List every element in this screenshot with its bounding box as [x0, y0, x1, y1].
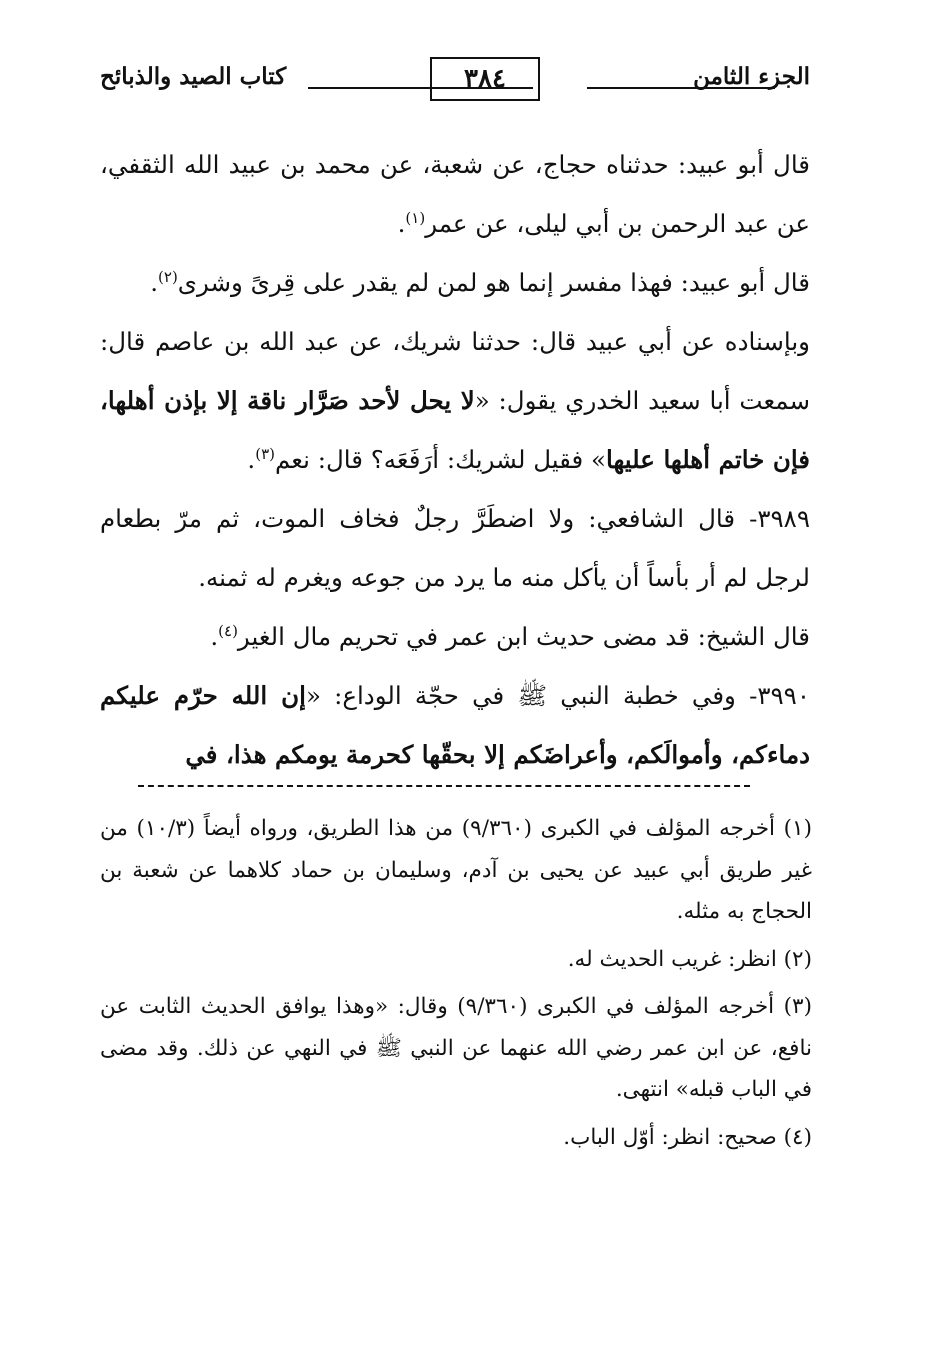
footnote-separator	[138, 785, 750, 787]
paragraph-3-end: .	[247, 445, 256, 474]
main-text	[100, 135, 810, 784]
footnotes	[100, 808, 812, 1164]
hadith-quote-2: إن الله حرّم عليكم دماءكم، وأموالَكم، وأعراضَكم إلا بحقّها كحرمة يومكم هذا، في	[100, 681, 810, 769]
volume-label: الجزء الثامن	[693, 63, 810, 90]
footnote-3: (٣) أخرجه المؤلف في الكبرى (٩/٣٦٠) وقال: «وهذا يوافق الحديث الثابت عن نافع، عن ابن عمر رضي الله عنهما عن النبي ﷺ في النهي عن ذلك. وقد مضى في الباب قبله» انتهى.	[100, 994, 812, 1102]
paragraph-6-text: ٣٩٩٠- وفي خطبة النبي ﷺ في حجّة الوداع: «	[305, 681, 810, 710]
footnote-ref-1[interactable]: (١)	[405, 208, 426, 227]
footnote-ref-4[interactable]: (٤)	[218, 621, 238, 640]
paragraph-6	[100, 666, 810, 784]
paragraph-5	[100, 607, 810, 666]
footnote-4: (٤) صحيح: انظر: أوّل الباب.	[563, 1124, 812, 1150]
page-number: ٣٨٤	[464, 64, 506, 94]
footnote-2: (٢) انظر: غريب الحديث له.	[567, 946, 812, 972]
hadith-quote-1: لا يحل لأحد صَرَّار ناقة إلا بإذن أهلها، فإن خاتم أهلها عليها	[100, 386, 810, 474]
paragraph-2	[100, 253, 810, 312]
paragraph-3-text: وبإسناده عن أبي عبيد قال: حدثنا شريك، عن عبد الله بن عاصم قال: سمعت أبا سعيد الخدري يقول: «	[100, 327, 811, 415]
book-title: كتاب الصيد والذبائح	[100, 63, 287, 90]
footnote-1: (١) أخرجه المؤلف في الكبرى (٩/٣٦٠) من هذا الطريق، ورواه أيضاً (١٠/٣) من غير طريق أبي عبيد عن يحيى بن آدم، وسليمان بن حماد كلاهما عن شعبة بن الحجاج به مثله.	[100, 816, 812, 924]
paragraph-1-text: قال أبو عبيد: حدثناه حجاج، عن شعبة، عن محمد بن عبيد الله الثقفي، عن عبد الرحمن بن أبي ليلى، عن عمر	[100, 150, 810, 238]
paragraph-4: ٣٩٨٩- قال الشافعي: ولا اضطَرَّ رجلٌ فخاف الموت، ثم مرّ بطعام لرجل لم أر بأساً أن يأكل منه ما يرد من جوعه ويغرم له ثمنه.	[100, 504, 810, 592]
footnote-ref-2[interactable]: (٢)	[158, 267, 178, 286]
paragraph-2-text: قال أبو عبيد: فهذا مفسر إنما هو لمن لم يقدر على قِرىً وشرى	[177, 268, 810, 297]
paragraph-2-end: .	[150, 268, 159, 297]
paragraph-5-end: .	[210, 622, 219, 651]
paragraph-1-end: .	[397, 209, 406, 238]
paragraph-3	[100, 312, 810, 489]
paragraph-5-text: قال الشيخ: قد مضى حديث ابن عمر في تحريم مال الغير	[237, 622, 810, 651]
paragraph-3-text-cont: » فقيل لشريك: أرَفَعَه؟ قال: نعم	[275, 445, 607, 474]
paragraph-1	[100, 135, 810, 253]
page-number-box	[430, 57, 540, 101]
footnote-ref-3[interactable]: (٣)	[255, 444, 275, 463]
running-header	[100, 55, 810, 115]
